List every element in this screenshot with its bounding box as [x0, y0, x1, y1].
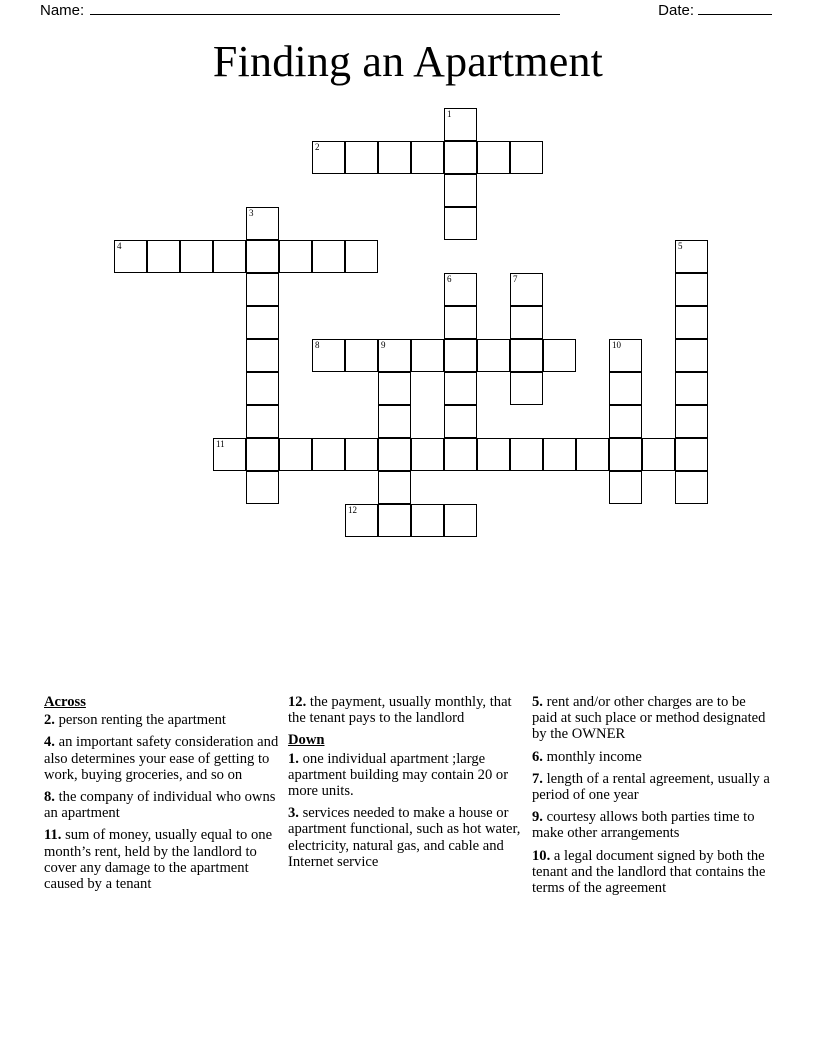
clue-text: services needed to make a house or apartment functional, such as hot water, electricity, natural gas, and cable and Internet service — [288, 805, 521, 870]
grid-cell[interactable] — [246, 273, 279, 306]
grid-cell[interactable] — [411, 504, 444, 537]
grid-cell-number: 12 — [348, 505, 357, 515]
clue-number: 12. — [288, 694, 307, 710]
grid-cell[interactable] — [444, 372, 477, 405]
clue-item — [532, 749, 774, 765]
grid-cell[interactable] — [510, 306, 543, 339]
clue-item — [288, 751, 528, 800]
grid-cell[interactable] — [246, 471, 279, 504]
grid-cell[interactable] — [675, 273, 708, 306]
grid-cell[interactable] — [246, 207, 279, 240]
grid-cell-number: 6 — [447, 274, 452, 284]
grid-cell[interactable] — [345, 240, 378, 273]
clue-number: 2. — [44, 712, 55, 729]
grid-cell[interactable] — [279, 240, 312, 273]
page-title: Finding an Apartment — [212, 37, 604, 86]
grid-cell[interactable] — [675, 471, 708, 504]
grid-cell[interactable] — [246, 240, 279, 273]
grid-cell[interactable] — [411, 141, 444, 174]
clue-number: 10. — [532, 847, 551, 864]
date-blank-line[interactable] — [698, 2, 772, 15]
clue-item — [532, 771, 774, 803]
grid-cell[interactable] — [246, 372, 279, 405]
grid-cell[interactable] — [279, 438, 312, 471]
grid-cell[interactable] — [246, 306, 279, 339]
clue-item — [532, 848, 774, 897]
clue-item — [44, 712, 289, 728]
grid-cell[interactable] — [114, 240, 147, 273]
grid-cell[interactable] — [444, 504, 477, 537]
grid-cell[interactable] — [543, 339, 576, 372]
clue-text: the company of individual who owns an apartment — [44, 789, 276, 822]
grid-cell[interactable] — [246, 438, 279, 471]
clue-number: 11. — [44, 827, 62, 844]
grid-cell[interactable] — [378, 339, 411, 372]
grid-cell[interactable] — [609, 471, 642, 504]
grid-cell[interactable] — [444, 405, 477, 438]
grid-cell[interactable] — [576, 438, 609, 471]
grid-cell[interactable] — [213, 240, 246, 273]
clue-column-3 — [532, 694, 774, 902]
grid-cell[interactable] — [411, 339, 444, 372]
grid-cell-number: 9 — [381, 340, 386, 350]
down-heading: Down — [288, 732, 325, 749]
grid-cell[interactable] — [444, 108, 477, 141]
clue-text: a legal document signed by both the tenant and the landlord that contains the terms of the agreement — [532, 847, 766, 897]
grid-cell[interactable] — [477, 438, 510, 471]
clue-number: 9. — [532, 809, 543, 826]
grid-cell[interactable] — [378, 141, 411, 174]
grid-cell-number: 1 — [447, 109, 452, 119]
grid-cell[interactable] — [147, 240, 180, 273]
grid-cell[interactable] — [180, 240, 213, 273]
grid-cell[interactable] — [411, 438, 444, 471]
grid-cell[interactable] — [246, 339, 279, 372]
grid-cell[interactable] — [444, 141, 477, 174]
grid-cell[interactable] — [510, 372, 543, 405]
grid-cell[interactable] — [642, 438, 675, 471]
clue-text: the payment, usually monthly, that the tenant pays to the landlord — [288, 694, 512, 727]
grid-cell[interactable] — [246, 405, 279, 438]
grid-cell[interactable] — [543, 438, 576, 471]
clue-item — [44, 827, 289, 892]
grid-cell[interactable] — [444, 339, 477, 372]
grid-cell[interactable] — [675, 306, 708, 339]
clue-number: 4. — [44, 734, 55, 751]
grid-cell[interactable] — [378, 504, 411, 537]
clue-text: an important safety consideration and also determines your ease of getting to work, buying groceries, and so on — [44, 734, 279, 783]
grid-cell[interactable] — [213, 438, 246, 471]
grid-cell[interactable] — [675, 240, 708, 273]
crossword-grid[interactable] — [0, 108, 816, 538]
grid-cell[interactable] — [312, 240, 345, 273]
grid-cell[interactable] — [312, 438, 345, 471]
grid-cell-number: 4 — [117, 241, 122, 251]
grid-cell-number: 7 — [513, 274, 518, 284]
grid-cell[interactable] — [312, 141, 345, 174]
grid-cell[interactable] — [444, 174, 477, 207]
across-heading: Across — [44, 694, 86, 710]
grid-cell[interactable] — [378, 372, 411, 405]
grid-cell-number: 8 — [315, 340, 320, 350]
grid-cell[interactable] — [477, 339, 510, 372]
grid-cell-number: 11 — [216, 439, 225, 449]
grid-cell[interactable] — [378, 471, 411, 504]
grid-cell[interactable] — [444, 438, 477, 471]
clue-item — [532, 809, 774, 841]
grid-cell[interactable] — [609, 339, 642, 372]
clue-column-1 — [44, 694, 289, 898]
grid-cell[interactable] — [609, 405, 642, 438]
grid-cell[interactable] — [345, 504, 378, 537]
clue-item — [288, 805, 528, 870]
clue-text: length of a rental agreement, usually a period of one year — [532, 770, 770, 804]
clue-number: 5. — [532, 694, 543, 710]
grid-cell[interactable] — [444, 273, 477, 306]
grid-cell[interactable] — [675, 339, 708, 372]
clue-text: rent and/or other charges are to be paid at such place or method designated by the OWNER — [532, 694, 766, 743]
grid-cell[interactable] — [378, 405, 411, 438]
grid-cell-number: 2 — [315, 142, 320, 152]
clue-column-2 — [288, 694, 528, 876]
grid-cell-number: 3 — [249, 208, 254, 218]
clue-number: 8. — [44, 789, 55, 806]
name-date-line — [40, 2, 776, 19]
clues-area — [44, 694, 774, 994]
grid-cell-number: 10 — [612, 340, 621, 350]
grid-cell[interactable] — [609, 372, 642, 405]
grid-cell[interactable] — [675, 405, 708, 438]
grid-cell[interactable] — [444, 306, 477, 339]
grid-cell-number: 5 — [678, 241, 683, 251]
clue-item — [44, 734, 289, 783]
clue-number: 1. — [288, 750, 299, 767]
clue-number: 3. — [288, 805, 299, 822]
grid-cell[interactable] — [477, 141, 510, 174]
grid-cell[interactable] — [378, 438, 411, 471]
clue-number: 6. — [532, 748, 543, 765]
clue-text: monthly income — [542, 748, 642, 765]
grid-cell[interactable] — [345, 141, 378, 174]
clue-item — [288, 694, 528, 726]
clue-text: courtesy allows both parties time to make other arrangements — [532, 809, 755, 842]
grid-cell[interactable] — [510, 141, 543, 174]
grid-cell[interactable] — [510, 273, 543, 306]
name-blank-line[interactable] — [90, 2, 560, 15]
grid-cell[interactable] — [444, 207, 477, 240]
grid-cell[interactable] — [609, 438, 642, 471]
grid-cell[interactable] — [510, 438, 543, 471]
grid-cell[interactable] — [345, 438, 378, 471]
grid-cell[interactable] — [312, 339, 345, 372]
clue-text: one individual apartment ;large apartment building may contain 20 or more units. — [288, 750, 509, 800]
name-label: Name: — [40, 2, 85, 19]
clue-item — [532, 694, 774, 743]
clue-text: person renting the apartment — [54, 712, 226, 729]
grid-cell[interactable] — [675, 438, 708, 471]
grid-cell[interactable] — [675, 372, 708, 405]
grid-cell[interactable] — [345, 339, 378, 372]
date-label: Date: — [658, 2, 694, 19]
grid-cell[interactable] — [510, 339, 543, 372]
clue-number: 7. — [532, 770, 543, 787]
clue-text: sum of money, usually equal to one month’s rent, held by the landlord to cover any damage to the apartment caused by a tenant — [44, 827, 273, 893]
clue-item — [44, 789, 289, 821]
